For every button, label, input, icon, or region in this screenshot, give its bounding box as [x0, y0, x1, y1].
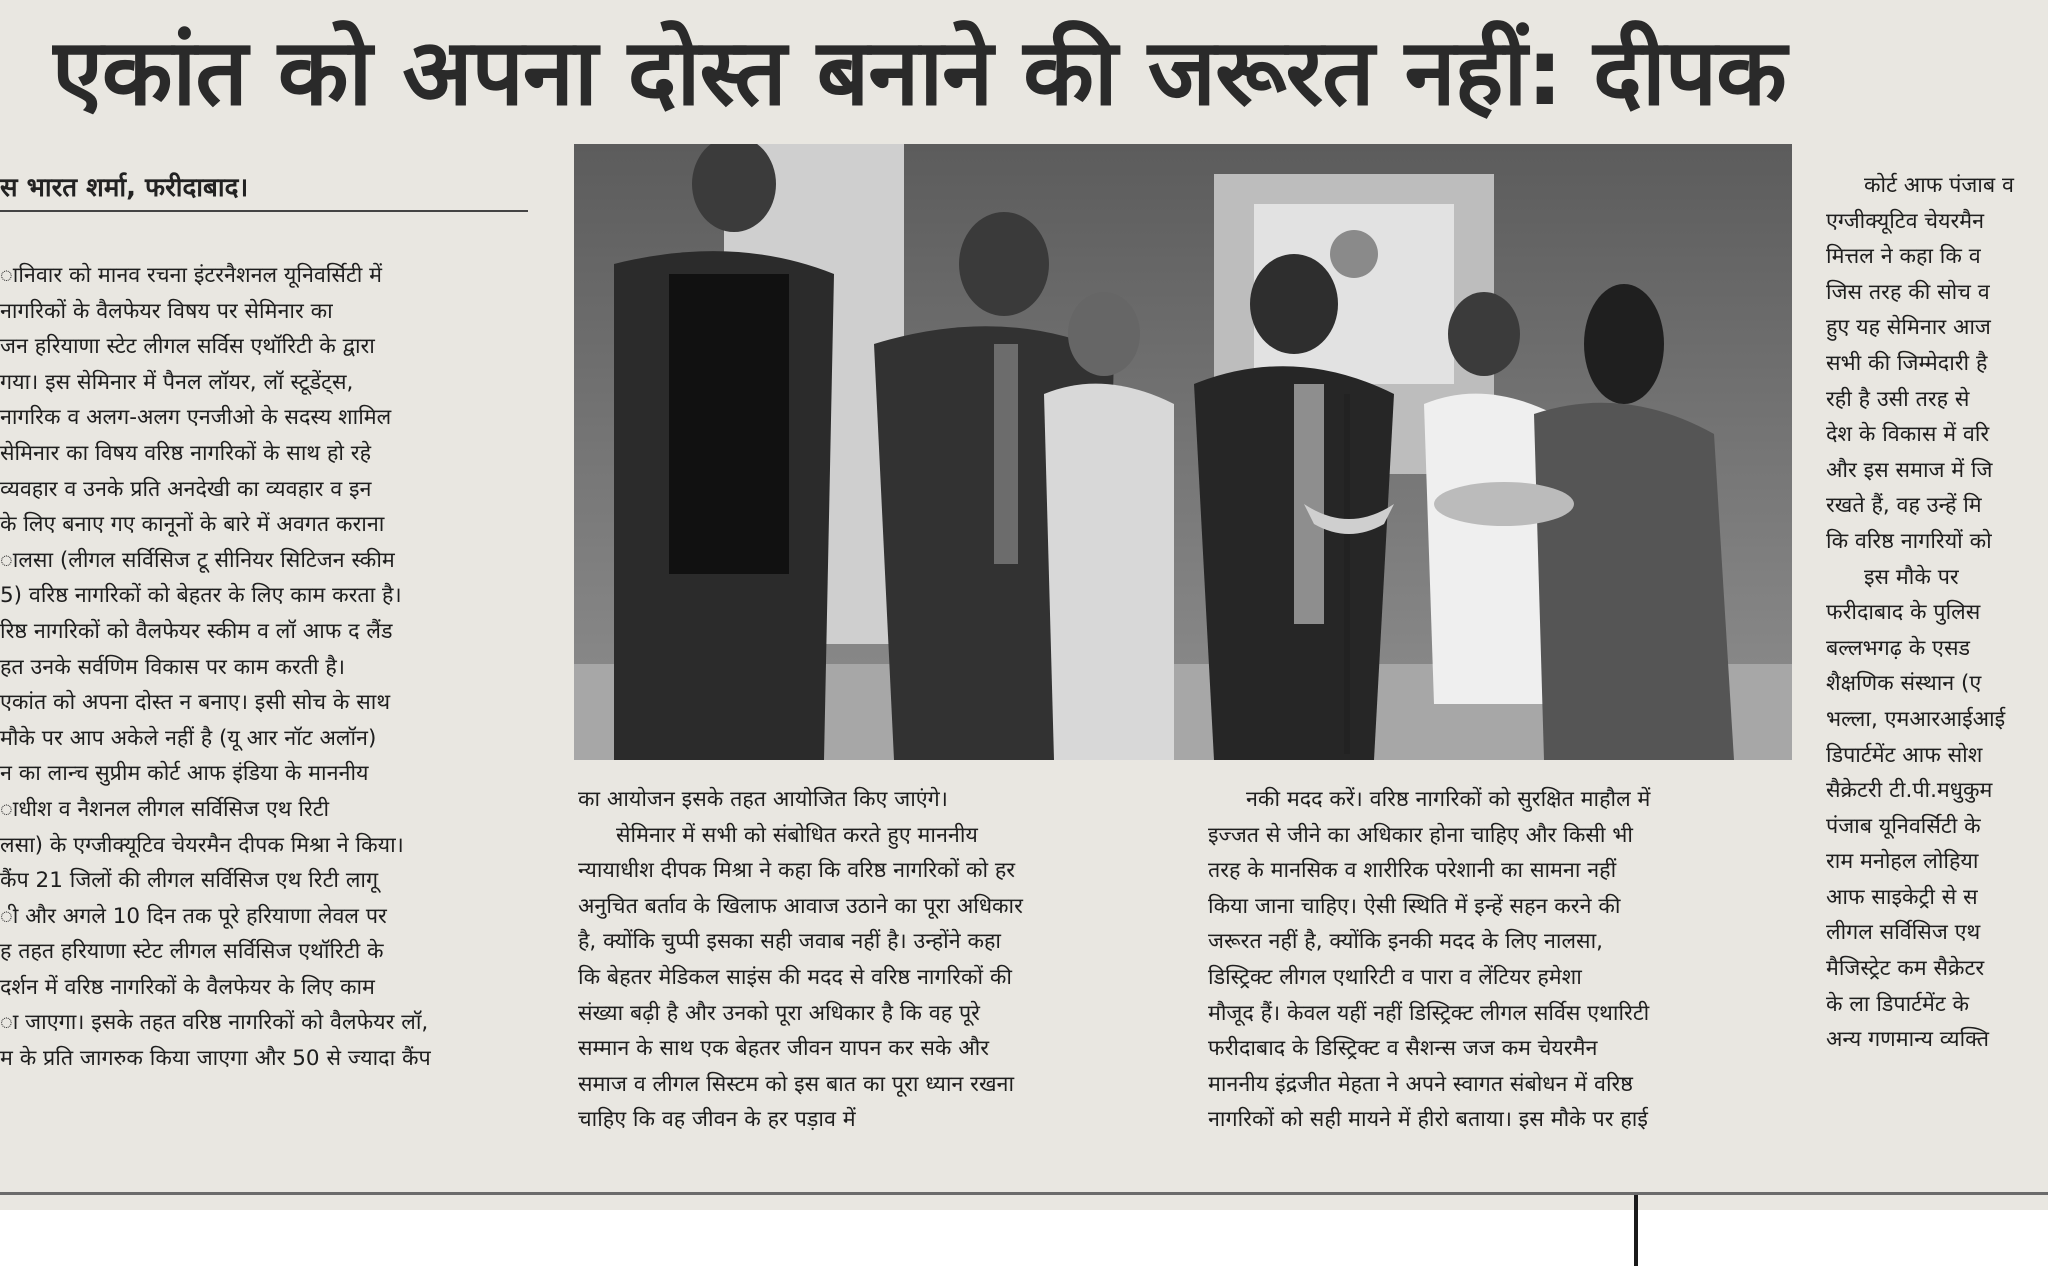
text-line: रखते हैं, वह उन्हें मि — [1826, 493, 1982, 519]
text-line: ह तहत हरियाणा स्टेट लीगल सर्विसिज एथॉरिटी के — [0, 939, 384, 965]
text-line: और इस समाज में जि — [1826, 457, 1993, 483]
text-line: देश के विकास में वरि — [1826, 422, 1990, 448]
article-column-2 — [578, 782, 1173, 1142]
text-line: कि वरिष्ठ नागरियों को — [1826, 528, 1992, 554]
text-line: न्यायाधीश दीपक मिश्रा ने कहा कि वरिष्ठ नागरिकों को हर — [578, 858, 1016, 884]
text-line: दर्शन में वरिष्ठ नागरिकों के वैलफेयर के लिए काम — [0, 974, 375, 1000]
text-line: न का लान्च सुप्रीम कोर्ट आफ इंडिया के माननीय — [0, 761, 369, 787]
text-line: सैक्रेटरी टी.पी.मधुकुम — [1826, 778, 1993, 804]
text-line: का आयोजन इसके तहत आयोजित किए जाएंगे। — [578, 787, 948, 812]
event-photo — [574, 144, 1792, 760]
text-line: पंजाब यूनिवर्सिटी के — [1826, 813, 1981, 839]
text-line: मौजूद हैं। केवल यहीं नहीं डिस्ट्रिक्ट लीगल सर्विस एथारिटी — [1208, 1000, 1650, 1026]
text-line: कैंप 21 जिलों की लीगल सर्विसिज एथ रिटी लागू — [0, 868, 379, 894]
text-line: बल्लभगढ़ के एसड — [1826, 635, 1970, 661]
text-line: डिपार्टमेंट आफ सोश — [1826, 742, 1983, 768]
text-line: नकी मदद करें। वरिष्ठ नागरिकों को सुरक्षित माहौल में — [1246, 787, 1651, 812]
scan-edge-line — [1634, 1195, 1638, 1266]
text-line: नागरिकों के वैलफेयर विषय पर सेमिनार का — [0, 298, 333, 324]
text-line: भल्ला, एमआरआईआई — [1826, 706, 2006, 732]
text-line: व्यवहार व उनके प्रति अनदेखी का व्यवहार व इन — [0, 476, 372, 502]
text-line: सम्मान के साथ एक बेहतर जीवन यापन कर सके और — [578, 1036, 990, 1062]
text-line: राम मनोहल लोहिया — [1826, 849, 1979, 875]
lamp-lighting-photo-icon — [574, 144, 1792, 760]
text-line: सेमिनार का विषय वरिष्ठ नागरिकों के साथ हो रहे — [0, 440, 372, 466]
text-line: रिष्ठ नागरिकों को वैलफेयर स्कीम व लॉ आफ द लैंड — [0, 618, 393, 644]
byline: स भारत शर्मा, फरीदाबाद। — [0, 173, 249, 203]
article-column-1 — [0, 258, 540, 1188]
text-line: मौके पर आप अकेले नहीं है (यू आर नॉट अलॉन) — [0, 725, 377, 751]
text-line: तरह के मानसिक व शारीरिक परेशानी का सामना नहीं — [1208, 858, 1617, 884]
text-line: किया जाना चाहिए। ऐसी स्थिति में इन्हें सहन करने की — [1208, 893, 1621, 919]
text-line: ा जाएगा। इसके तहत वरिष्ठ नागरिकों को वैलफेयर लॉ, — [0, 1010, 429, 1036]
text-line: मैजिस्ट्रेट कम सैक्रेटर — [1826, 956, 1985, 982]
headline: एकांत को अपना दोस्त बनाने की जरूरत नहीं: दीपक — [52, 19, 1786, 126]
text-line: ानिवार को मानव रचना इंटरनैशनल यूनिवर्सिटी में — [0, 263, 383, 288]
page-bottom-divider — [0, 1192, 2048, 1195]
text-line: कोर्ट आफ पंजाब व — [1864, 173, 2014, 198]
text-line: संख्या बढ़ी है और उनको पूरा अधिकार है कि वह पूरे — [578, 1000, 980, 1026]
text-line: समाज व लीगल सिस्टम को इस बात का पूरा ध्यान रखना — [578, 1071, 1015, 1097]
text-line: नागरिक व अलग-अलग एनजीओ के सदस्य शामिल — [0, 405, 392, 431]
text-line: सभी की जिम्मेदारी है — [1826, 350, 1988, 376]
text-line: इज्जत से जीने का अधिकार होना चाहिए और किसी भी — [1208, 822, 1633, 848]
text-line: जरूरत नहीं है, क्योंकि इनकी मदद के लिए नालसा, — [1208, 929, 1603, 955]
text-line: शैक्षणिक संस्थान (ए — [1826, 671, 1982, 697]
text-line: चाहिए कि वह जीवन के हर पड़ाव में — [578, 1107, 856, 1133]
text-line: जन हरियाणा स्टेट लीगल सर्विस एथॉरिटी के द्वारा — [0, 334, 375, 360]
text-line: मित्तल ने कहा कि व — [1826, 244, 1981, 270]
text-line: जिस तरह की सोच व — [1826, 279, 1990, 305]
text-line: लसा) के एग्जीक्यूटिव चेयरमैन दीपक मिश्रा ने किया। — [0, 832, 404, 858]
text-line: आफ साइकेट्री से स — [1826, 884, 1978, 910]
text-line: अनुचित बर्ताव के खिलाफ आवाज उठाने का पूरा अधिकार — [578, 893, 1023, 919]
byline-divider — [0, 210, 528, 212]
text-line: फरीदाबाद के पुलिस — [1826, 600, 1981, 626]
article-column-3 — [1208, 782, 1806, 1142]
text-line: 5) वरिष्ठ नागरिकों को बेहतर के लिए काम करता है। — [0, 583, 402, 609]
text-line: डिस्ट्रिक्ट लीगल एथारिटी व पारा व लेंटियर हमेशा — [1208, 964, 1582, 990]
text-line: सेमिनार में सभी को संबोधित करते हुए माननीय — [616, 822, 978, 848]
text-line: अन्य गणमान्य व्यक्ति — [1826, 1027, 1989, 1053]
text-line: ी और अगले 10 दिन तक पूरे हरियाणा लेवल पर — [0, 903, 387, 929]
text-line: लीगल सर्विसिज एथ — [1826, 920, 1981, 946]
text-line: फरीदाबाद के डिस्ट्रिक्ट व सैशन्स जज कम चेयरमैन — [1208, 1036, 1598, 1062]
text-line: एकांत को अपना दोस्त न बनाए। इसी सोच के साथ — [0, 690, 391, 716]
text-line: हत उनके सर्वणिम विकास पर काम करती है। — [0, 654, 345, 680]
article-column-4 — [1826, 168, 2048, 1188]
text-line: इस मौके पर — [1864, 564, 1959, 590]
text-line: म के प्रति जागरुक किया जाएगा और 50 से ज्यादा कैंप — [0, 1046, 431, 1072]
text-line: ाधीश व नैशनल लीगल सर्विसिज एथ रिटी — [0, 796, 330, 822]
text-line: रही है उसी तरह से — [1826, 386, 1970, 412]
text-line: ालसा (लीगल सर्विसिज टू सीनियर सिटिजन स्कीम — [0, 547, 395, 573]
text-line: के ला डिपार्टमेंट के — [1826, 991, 1970, 1017]
text-line: माननीय इंद्रजीत मेहता ने अपने स्वागत संबोधन में वरिष्ठ — [1208, 1071, 1633, 1097]
text-line: के लिए बनाए गए कानूनों के बारे में अवगत कराना — [0, 512, 385, 538]
text-line: गया। इस सेमिनार में पैनल लॉयर, लॉ स्टूडेंट्स, — [0, 369, 354, 395]
text-line: हुए यह सेमिनार आज — [1826, 315, 1991, 341]
text-line: एग्जीक्यूटिव चेयरमैन — [1826, 208, 1985, 234]
text-line: नागरिकों को सही मायने में हीरो बताया। इस मौके पर हाई — [1208, 1107, 1648, 1133]
text-line: है, क्योंकि चुप्पी इसका सही जवाब नहीं है। उन्होंने कहा — [578, 929, 1001, 955]
text-line: कि बेहतर मेडिकल साइंस की मदद से वरिष्ठ नागरिकों की — [578, 964, 1012, 990]
